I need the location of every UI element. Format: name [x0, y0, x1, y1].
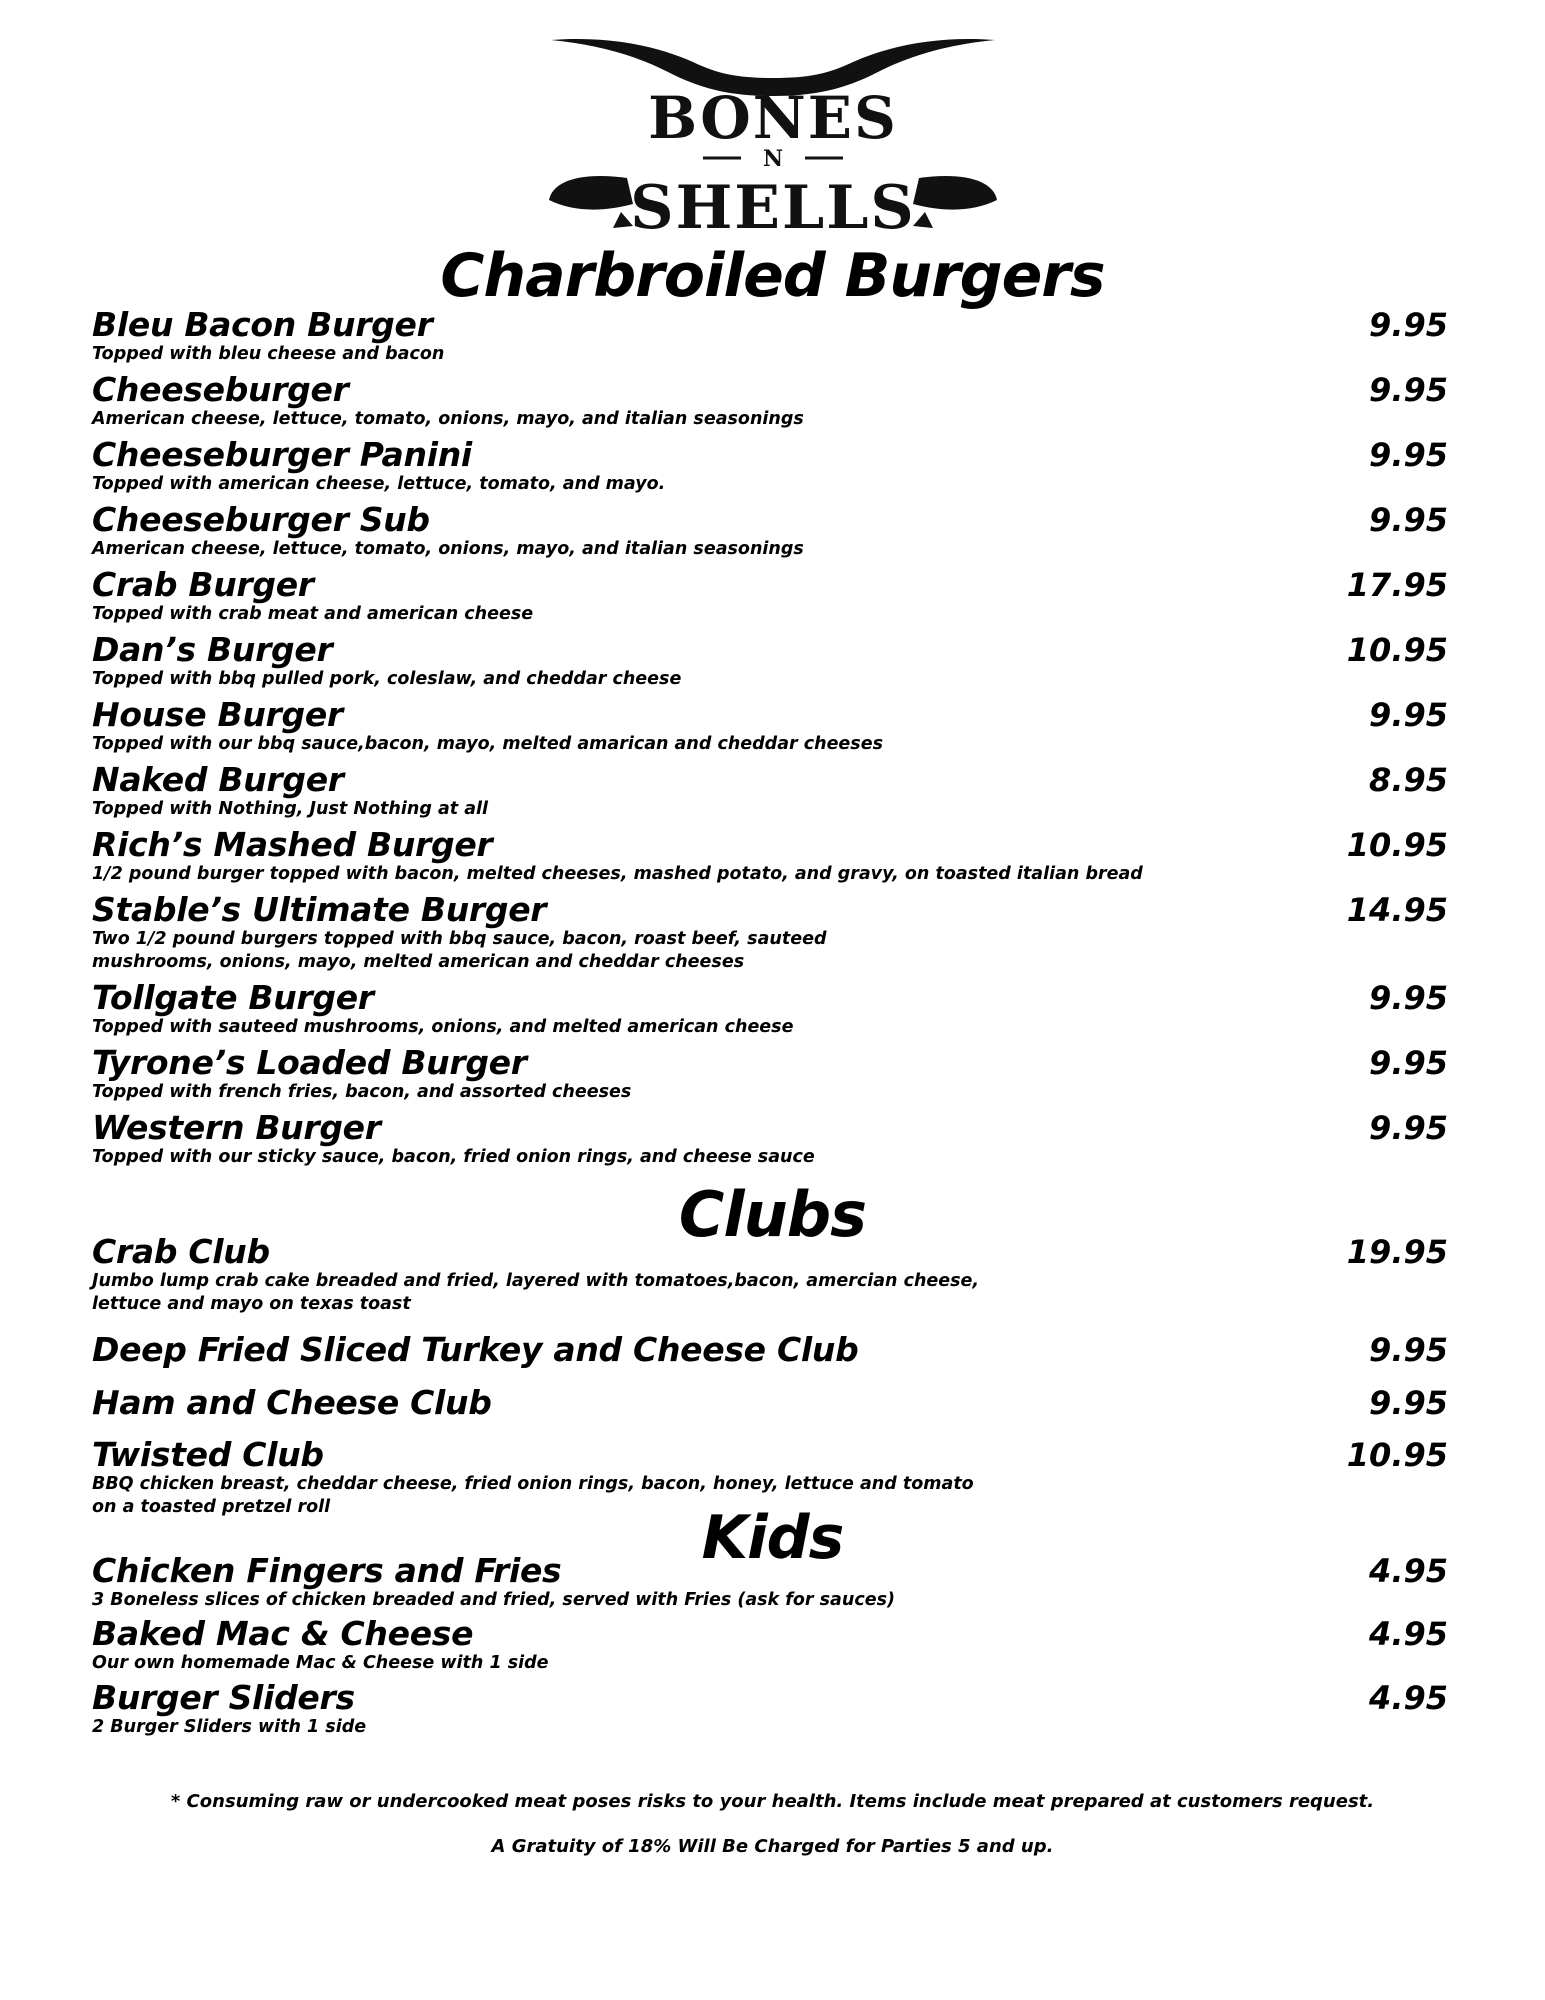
menu-item — [92, 372, 1448, 431]
menu-item — [92, 437, 1448, 496]
item-name: Chicken Fingers and Fries — [92, 1551, 562, 1590]
section-title-clubs: Clubs — [678, 1178, 867, 1251]
item-price: 9.95 — [1369, 501, 1448, 539]
item-description: Our own homemade Mac & Cheese with 1 side — [92, 1653, 549, 1673]
shell-icon-left — [549, 176, 633, 228]
item-description: 2 Burger Sliders with 1 side — [92, 1717, 367, 1737]
item-description: Topped with bbq pulled pork, coleslaw, and cheddar cheese — [92, 669, 682, 689]
logo-bones-text: BONES — [647, 84, 898, 152]
item-name: Bleu Bacon Burger — [92, 305, 433, 344]
item-price: 4.95 — [1369, 1615, 1448, 1653]
gratuity-note: A Gratuity of 18% Will Be Charged for Parties 5 and up. — [491, 1836, 1054, 1857]
logo-n-text: N — [762, 146, 783, 172]
item-price: 9.95 — [1369, 371, 1448, 409]
item-description: Jumbo lump crab cake breaded and fried, layered with tomatoes,bacon, amercian cheese, lettuce and mayo on texas toast — [92, 1271, 980, 1314]
item-name: Tollgate Burger — [92, 978, 374, 1017]
item-description: Topped with sauteed mushrooms, onions, and melted american cheese — [92, 1017, 794, 1037]
menu-item — [92, 1234, 1448, 1316]
item-name: Western Burger — [92, 1108, 381, 1147]
item-description: American cheese, lettuce, tomato, onions, mayo, and italian seasonings — [92, 539, 804, 559]
item-description: 1/2 pound burger topped with bacon, melted cheeses, mashed potato, and gravy, on toasted italian bread — [92, 864, 1143, 884]
item-price: 9.95 — [1369, 1331, 1448, 1369]
menu-item — [92, 892, 1448, 974]
menu-item — [92, 567, 1448, 626]
item-name: Cheeseburger — [92, 370, 349, 409]
item-description: Topped with american cheese, lettuce, tomato, and mayo. — [92, 474, 666, 494]
item-price: 10.95 — [1346, 631, 1448, 669]
menu-item — [92, 827, 1448, 886]
menu-item — [92, 307, 1448, 366]
item-price: 9.95 — [1369, 1044, 1448, 1082]
menu-item — [92, 1110, 1448, 1169]
item-name: Dan’s Burger — [92, 630, 333, 669]
item-description: Topped with french fries, bacon, and assorted cheeses — [92, 1082, 632, 1102]
item-name: Crab Club — [92, 1232, 270, 1271]
menu-item — [92, 1045, 1448, 1104]
menu-item — [92, 632, 1448, 691]
item-price: 4.95 — [1369, 1552, 1448, 1590]
menu-item — [92, 1332, 1448, 1368]
restaurant-logo — [0, 0, 1545, 240]
menu-item — [92, 1616, 1448, 1675]
item-name: Cheeseburger Sub — [92, 500, 430, 539]
item-description: 3 Boneless slices of chicken breaded and fried, served with Fries (ask for sauces) — [92, 1590, 895, 1610]
menu-item — [92, 697, 1448, 756]
item-price: 8.95 — [1369, 761, 1448, 799]
item-price: 19.95 — [1346, 1233, 1448, 1271]
item-description: Topped with crab meat and american cheese — [92, 604, 534, 624]
item-name: Baked Mac & Cheese — [92, 1614, 474, 1653]
item-description: Topped with our sticky sauce, bacon, fried onion rings, and cheese sauce — [92, 1147, 815, 1167]
item-name: Naked Burger — [92, 760, 344, 799]
item-price: 4.95 — [1369, 1679, 1448, 1717]
item-name: Stable’s Ultimate Burger — [92, 890, 547, 929]
item-price: 9.95 — [1369, 306, 1448, 344]
item-price: 9.95 — [1369, 979, 1448, 1017]
consumption-warning: * Consuming raw or undercooked meat poses risks to your health. Items include meat prepared at customers request. — [170, 1791, 1375, 1812]
item-price: 9.95 — [1369, 1109, 1448, 1147]
menu-item — [92, 1680, 1448, 1739]
shell-icon-right — [913, 176, 997, 228]
item-price: 10.95 — [1346, 826, 1448, 864]
menu-item — [92, 762, 1448, 821]
menu-item — [92, 980, 1448, 1039]
item-name: Twisted Club — [92, 1435, 324, 1474]
item-price: 9.95 — [1369, 436, 1448, 474]
item-price: 9.95 — [1369, 696, 1448, 734]
section-title-burgers: Charbroiled Burgers — [440, 241, 1105, 311]
item-price: 17.95 — [1346, 566, 1448, 604]
item-description: American cheese, lettuce, tomato, onions, mayo, and italian seasonings — [92, 409, 804, 429]
item-price: 9.95 — [1369, 1384, 1448, 1422]
bones-n-shells-logo — [543, 0, 1003, 240]
menu-item — [92, 1437, 1448, 1519]
menu-item — [92, 1553, 1448, 1612]
menu-item — [92, 1385, 1448, 1421]
item-price: 10.95 — [1346, 1436, 1448, 1474]
item-description: Topped with bleu cheese and bacon — [92, 344, 445, 364]
item-description: Topped with Nothing, Just Nothing at all — [92, 799, 489, 819]
item-description: Topped with our bbq sauce,bacon, mayo, melted amarican and cheddar cheeses — [92, 734, 884, 754]
menu-item — [92, 502, 1448, 561]
item-name: Cheeseburger Panini — [92, 435, 472, 474]
item-price: 14.95 — [1346, 891, 1448, 929]
logo-shells-text: SHELLS — [629, 173, 916, 240]
item-name: Deep Fried Sliced Turkey and Cheese Club — [92, 1330, 859, 1369]
item-name: Burger Sliders — [92, 1678, 355, 1717]
item-name: House Burger — [92, 695, 343, 734]
item-name: Rich’s Mashed Burger — [92, 825, 493, 864]
item-description: Two 1/2 pound burgers topped with bbq sauce, bacon, roast beef, sauteed mushrooms, onions, mayo, melted american and cheddar cheeses — [92, 929, 827, 972]
item-name: Crab Burger — [92, 565, 314, 604]
item-name: Ham and Cheese Club — [92, 1383, 492, 1422]
item-name: Tyrone’s Loaded Burger — [92, 1043, 527, 1082]
item-description: BBQ chicken breast, cheddar cheese, fried onion rings, bacon, honey, lettuce and tomato on a toasted pretzel roll — [92, 1474, 974, 1517]
section-title-kids: Kids — [701, 1503, 844, 1573]
